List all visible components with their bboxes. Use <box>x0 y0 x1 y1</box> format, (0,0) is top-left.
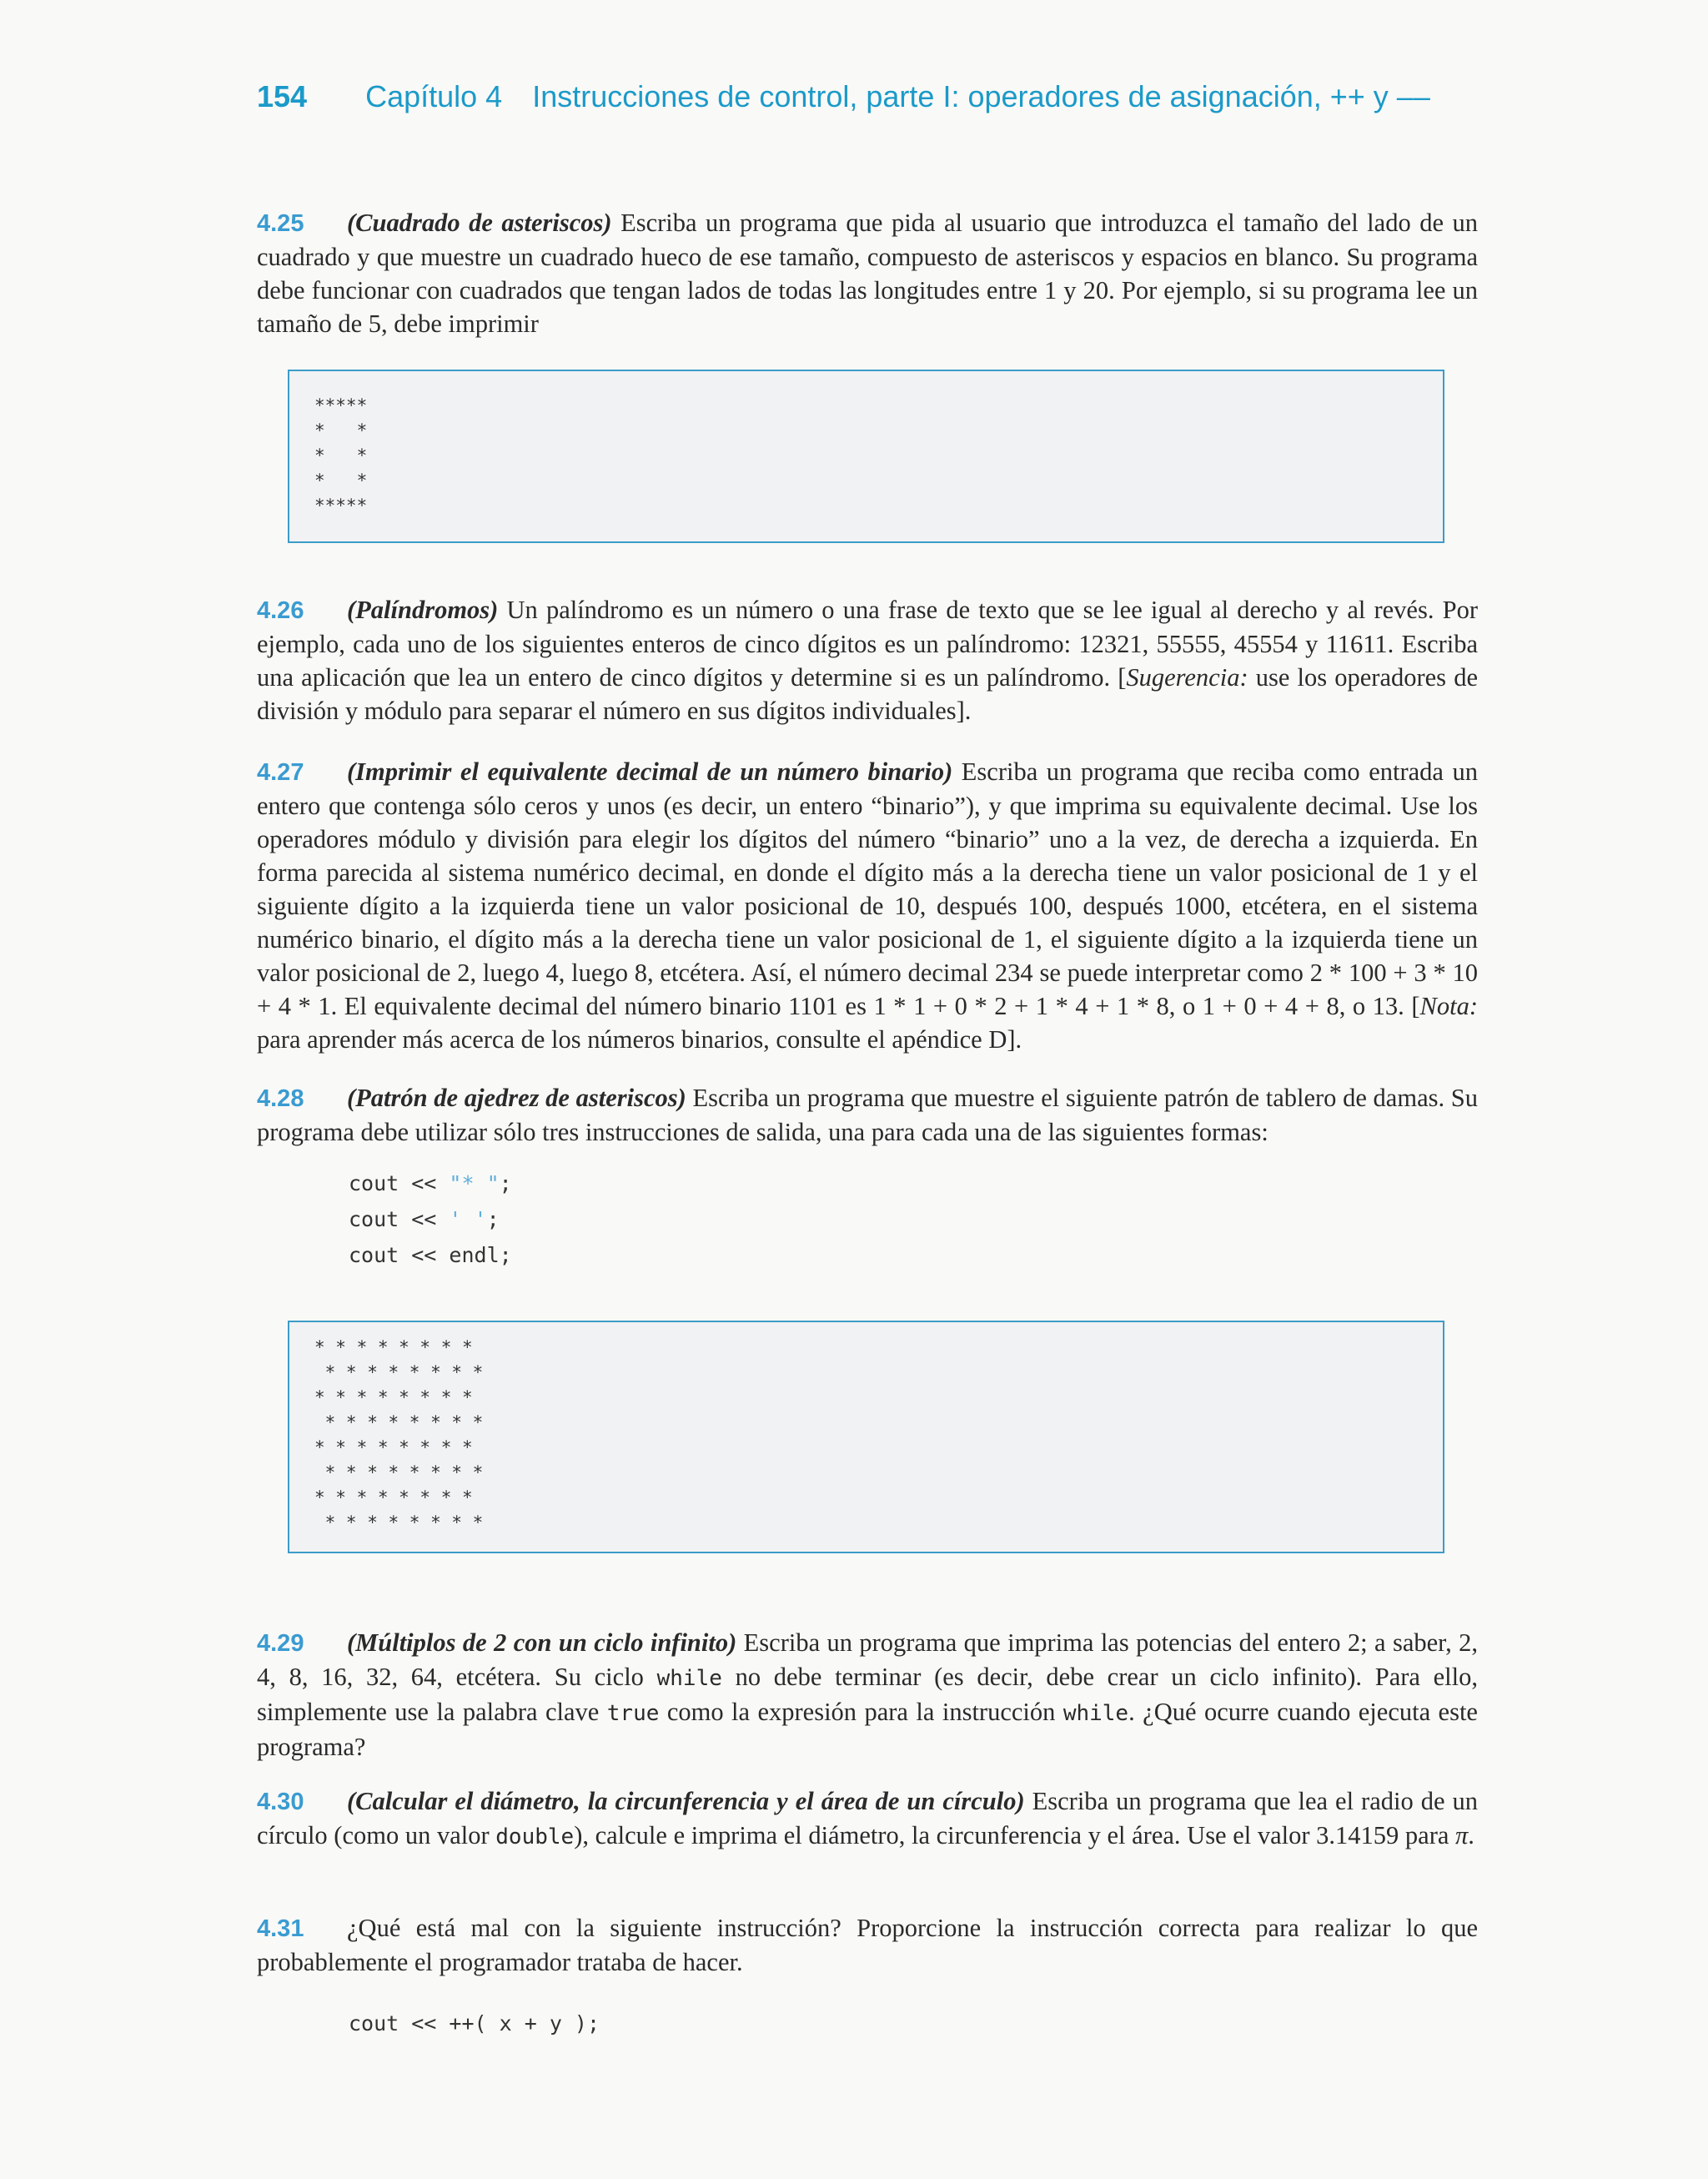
exercise-title: (Múltiplos de 2 con un ciclo infinito) <box>347 1628 737 1657</box>
exercise-text: 4.30 (Calcular el diámetro, la circunferencia y el área de un círculo) Escriba un programa que lea el radio de un círculo (como un valor double), calcule e imprima el diámetro, la circunferencia y el área. Use el valor 3.14159 para π. <box>257 1787 1479 1849</box>
code-line-2: cout << ' '; <box>349 1207 500 1231</box>
exercise-title: (Patrón de ajedrez de asteriscos) <box>347 1084 686 1112</box>
running-header <box>257 79 1430 114</box>
exercise-body: Un palíndromo es un número o una frase de texto que se lee igual al derecho y al revés. Por ejemplo, cada uno de los siguientes enteros de cinco dígitos es un palíndromo: 12321, 55555, 45554 y 11611. Escriba una aplicación que lea un entero de cinco dígitos y determine si es un palíndromo. [ <box>257 596 1479 692</box>
exercise-text <box>257 1911 1478 1979</box>
code-block-increment <box>349 2005 600 2041</box>
exercise-number: 4.25 <box>257 210 304 237</box>
exercise-number: 4.28 <box>257 1085 304 1112</box>
exercise-title: (Imprimir el equivalente decimal de un número binario) <box>347 757 953 786</box>
exercise-title: (Calcular el diámetro, la circunferencia y el área de un círculo) <box>347 1787 1025 1815</box>
code-block-cout <box>349 1165 512 1273</box>
keyword-while: while <box>656 1666 722 1691</box>
exercise-number: 4.30 <box>257 1789 304 1815</box>
code-line-3: cout << endl; <box>349 1243 512 1267</box>
exercise-text <box>257 755 1478 1056</box>
chapter-label: Capítulo 4 <box>365 79 503 113</box>
note-label: Nota: <box>1419 992 1478 1020</box>
keyword-true: true <box>606 1701 660 1726</box>
exercise-number: 4.31 <box>257 1915 304 1942</box>
exercise-text: 4.29 (Múltiplos de 2 con un ciclo infinito) Escriba un programa que imprima las potencias del entero 2; a saber, 2, 4, 8, 16, 32, 64, etcétera. Su ciclo while no debe terminar (es decir, debe crear un ciclo infinito). Para ello, simplemente use la palabra clave true como la expresión para la instrucción while. ¿Qué ocurre cuando ejecuta este programa? <box>257 1628 1479 1761</box>
exercise-4-27 <box>257 755 1478 1056</box>
hint-text: use los operadores de división y módulo para separar el número en sus dígitos individuales]. <box>257 663 1478 725</box>
exercise-text <box>257 593 1478 727</box>
output-text: ***** * * * * * * ***** <box>314 395 368 516</box>
hint-label: Sugerencia: <box>1126 663 1248 692</box>
output-box-square <box>288 370 1444 543</box>
exercise-4-26 <box>257 593 1478 727</box>
keyword-while: while <box>1062 1701 1129 1726</box>
exercise-body: Escriba un programa que muestre el siguiente patrón de tablero de damas. Su programa debe utilizar sólo tres instrucciones de salida, una para cada una de las siguientes formas: <box>257 1084 1478 1146</box>
exercise-number: 4.27 <box>257 759 304 786</box>
chapter-title: Instrucciones de control, parte I: operadores de asignación, ++ y –– <box>532 79 1430 113</box>
code-line-1: cout << "* "; <box>349 1171 512 1195</box>
exercise-title: (Palíndromos) <box>347 596 499 624</box>
output-text: * * * * * * * * * * * * * * * * * * * * * * * * * * * * * * * * * * * * * * * * * * * * * * * * * * * * * * * * * * * * * * * * <box>314 1337 484 1532</box>
note-text: para aprender más acerca de los números binarios, consulte el apéndice D]. <box>257 1025 1022 1054</box>
exercise-text <box>257 1081 1478 1149</box>
exercise-body: ¿Qué está mal con la siguiente instrucción? Proporcione la instrucción correcta para realizar lo que probablemente el programador trataba de hacer. <box>257 1914 1478 1976</box>
exercise-text <box>257 206 1478 340</box>
exercise-4-28 <box>257 1081 1478 1149</box>
code-line: cout << ++( x + y ); <box>349 2011 600 2036</box>
exercise-4-25 <box>257 206 1478 340</box>
page-number: 154 <box>257 79 308 113</box>
exercise-number: 4.29 <box>257 1630 304 1657</box>
keyword-double: double <box>495 1824 575 1849</box>
exercise-title: (Cuadrado de asteriscos) <box>347 209 612 237</box>
exercise-4-30 <box>257 1784 1478 1854</box>
exercise-body: Escriba un programa que reciba como entrada un entero que contenga sólo ceros y unos (es decir, un entero “binario”), y que imprima su equivalente decimal. Use los operadores módulo y división para elegir los dígitos del número “binario” uno a la vez, de derecha a izquierda. En forma parecida al sistema numérico decimal, en donde el dígito más a la derecha tiene un valor posicional de 1 y el siguiente dígito a la izquierda tiene un valor posicional de 10, después 100, después 1000, etcétera, en el sistema numérico binario, el dígito más a la derecha tiene un valor posicional de 1, el siguiente dígito a la izquierda tiene un valor posicional de 2, luego 4, luego 8, etcétera. Así, el número decimal 234 se puede interpretar como 2 * 100 + 3 * 10 + 4 * 1. El equivalente decimal del número binario 1101 es 1 * 1 + 0 * 2 + 1 * 4 + 1 * 8, o 1 + 0 + 4 + 8, o 13. [ <box>257 757 1479 1020</box>
output-box-checkerboard <box>288 1321 1444 1553</box>
exercise-number: 4.26 <box>257 597 304 624</box>
exercise-4-31 <box>257 1911 1478 1979</box>
pi-symbol: π <box>1455 1821 1469 1849</box>
exercise-4-29 <box>257 1626 1478 1764</box>
exercise-body: Escriba un programa que pida al usuario que introduzca el tamaño del lado de un cuadrado y que muestre un cuadrado hueco de ese tamaño, compuesto de asteriscos y espacios en blanco. Su programa debe funcionar con cuadrados que tengan lados de todas las longitudes entre 1 y 20. Por ejemplo, si su programa lee un tamaño de 5, debe imprimir <box>257 209 1479 338</box>
